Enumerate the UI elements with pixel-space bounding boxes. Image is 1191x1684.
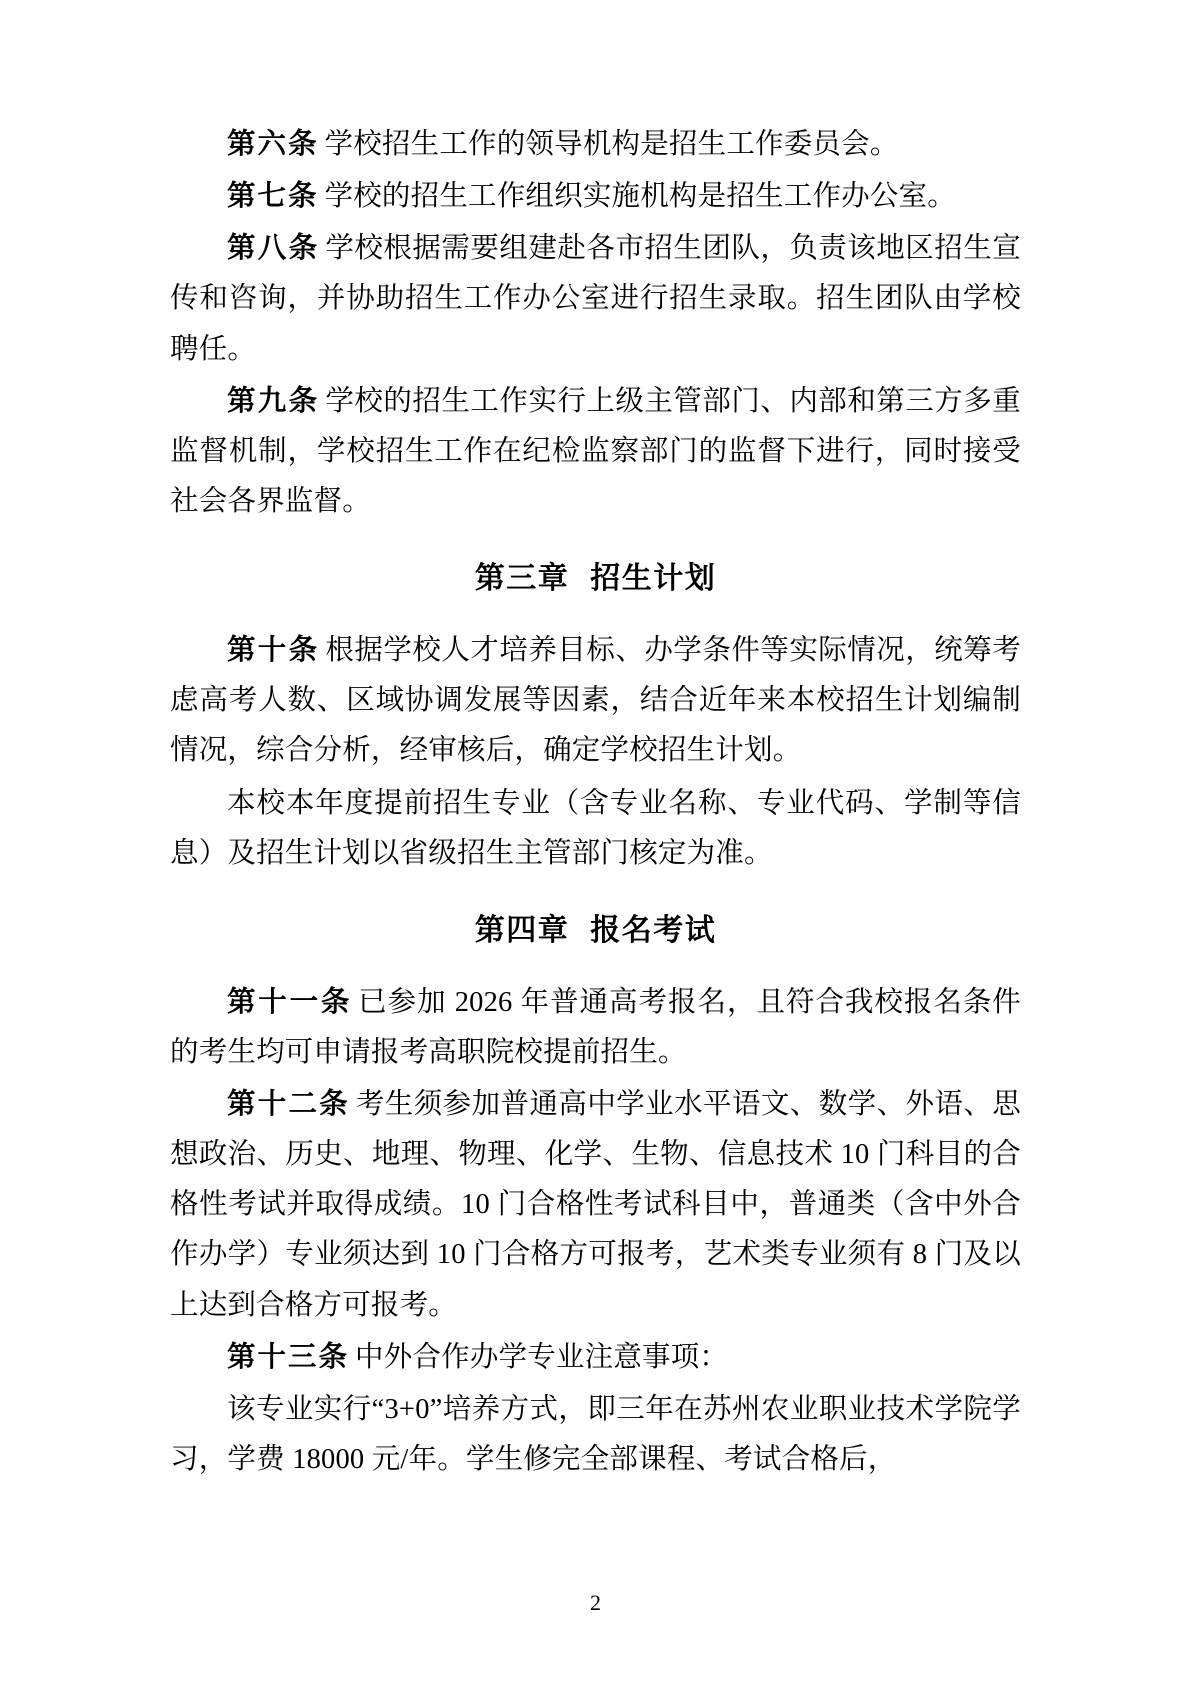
article-lead-10: 第十条 [227,635,320,667]
article-text-13: 中外合作办学专业注意事项： [355,1341,729,1373]
paragraph-article-13 [170,1333,1021,1383]
paragraph-article-9 [170,377,1021,527]
paragraph-article-8 [170,224,1021,374]
article-lead-9: 第九条 [227,385,320,417]
page-number: 2 [590,1590,601,1615]
article-lead-13: 第十三条 [227,1341,350,1373]
paragraph-article-10-note [170,779,1021,879]
paragraph-article-12 [170,1080,1021,1331]
chapter-title-4: 报名考试 [590,913,717,947]
article-text-10-note: 本校本年度提前招生专业（含专业名称、专业代码、学制等信息）及招生计划以省级招生主管部门核定为准。 [170,787,1021,869]
chapter-heading-4 [170,905,1021,958]
chapter-number-4: 第四章 [474,913,570,947]
paragraph-article-7 [170,172,1021,222]
paragraph-article-10 [170,626,1021,776]
article-lead-12: 第十二条 [227,1088,350,1120]
article-text-6: 学校招生工作的领导机构是招生工作委员会。 [324,129,899,160]
chapter-heading-3 [170,553,1021,606]
article-text-8: 学校根据需要组建赴各市招生团队，负责该地区招生宣传和咨询，并协助招生工作办公室进行招生录取。招生团队由学校聘任。 [170,233,1021,365]
article-text-10: 根据学校人才培养目标、办学条件等实际情况，统筹考虑高考人数、区域协调发展等因素，结合近年来本校招生计划编制情况，综合分析，经审核后，确定学校招生计划。 [170,635,1021,767]
article-lead-8: 第八条 [227,233,320,265]
article-text-12: 考生须参加普通高中学业水平语文、数学、外语、思想政治、历史、地理、物理、化学、生物、信息技术 10 门科目的合格性考试并取得成绩。10 门合格性考试科目中，普通类（含中外合作办学）专业须达到 10 门合格方可报考，艺术类专业须有 8 门及以上达到合格方可报考。 [170,1088,1021,1321]
article-lead-11: 第十一条 [227,986,353,1018]
article-text-13-note: 该专业实行“3+0”培养方式，即三年在苏州农业职业技术学院学习，学费 18000 元/年。学生修完全部课程、考试合格后， [170,1393,1021,1476]
article-text-7: 学校的招生工作组织实施机构是招生工作办公室。 [324,181,956,213]
chapter-number-3: 第三章 [474,562,570,596]
article-text-9: 学校的招生工作实行上级主管部门、内部和第三方多重监督机制，学校招生工作在纪检监察部门的监督下进行，同时接受社会各界监督。 [170,385,1021,518]
paragraph-article-13-note [170,1385,1021,1485]
chapter-title-3: 招生计划 [590,562,717,596]
paragraph-article-11 [170,978,1021,1078]
article-text-11: 已参加 2026 年普通高考报名，且符合我校报名条件的考生均可申请报考高职院校提前招生。 [170,986,1021,1068]
article-lead-6: 第六条 [227,129,319,160]
article-lead-7: 第七条 [227,181,319,213]
document-body [170,120,1021,1485]
paragraph-article-6 [170,120,1021,170]
